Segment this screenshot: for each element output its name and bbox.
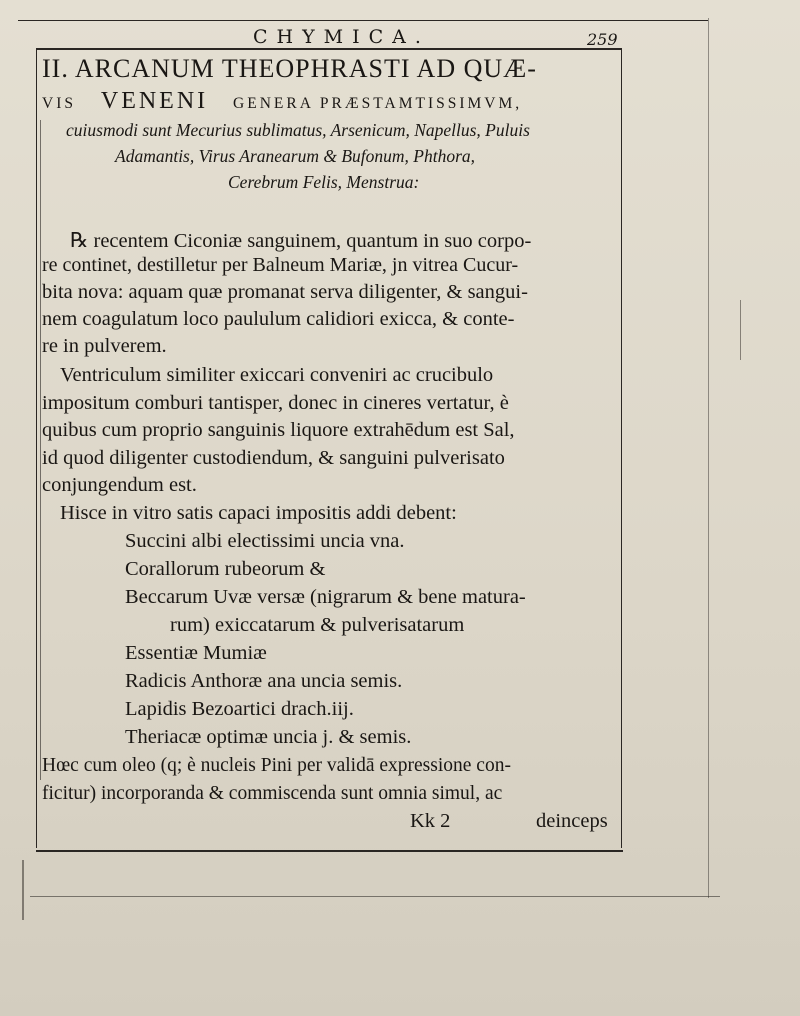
header-rule (36, 48, 622, 50)
body-line: Ventriculum similiter exiccari conveniri ac crucibulo (60, 364, 494, 386)
body-line: id quod diligenter custodiendum, & sanguini pulverisato (42, 447, 505, 469)
outer-right-rule (708, 18, 709, 898)
italic-subtitle-line-2: Adamantis, Virus Aranearum & Bufonum, Phthora, (115, 146, 476, 166)
body-line: Radicis Anthoræ ana uncia semis. (125, 670, 403, 692)
body-line: Hisce in vitro satis capaci impositis addi debent: (60, 502, 457, 524)
body-line: bita nova: aquam quæ promanat serva diligenter, & sangui- (42, 281, 528, 303)
title-word-veneni: VENENI (100, 88, 209, 114)
body-line: Hœc cum oleo (q; è nucleis Pini per validā expressione con- (42, 755, 511, 776)
inner-left-rule (40, 120, 41, 780)
page-number: 259 (587, 30, 618, 49)
body-line: Essentiæ Mumiæ (125, 642, 267, 664)
body-line: nem coagulatum loco paululum calidiori exicca, & conte- (42, 308, 515, 330)
body-line: Lapidis Bezoartici drach.iij. (125, 698, 354, 720)
margin-stain-mark (740, 300, 741, 360)
body-line: impositum comburi tantisper, donec in cineres vertatur, è (42, 392, 509, 414)
body-line: re in pulverem. (42, 335, 167, 357)
body-line: quibus cum proprio sanguinis liquore extrahēdum est Sal, (42, 419, 515, 441)
body-line: ficitur) incorporanda & commiscenda sunt omnia simul, ac (42, 783, 503, 804)
body-line: Theriacæ optimæ uncia j. & semis. (125, 726, 412, 748)
section-title-line-1: II. ARCANUM THEOPHRASTI AD QUÆ- (42, 54, 537, 83)
top-border-rule (18, 20, 708, 21)
title-word-genera: GENERA PRÆSTAMTISSIMVM, (233, 95, 523, 112)
bottom-outer-rule (30, 896, 720, 897)
body-line: re continet, destilletur per Balneum Mariæ, jn vitrea Cucur- (42, 254, 519, 276)
body-line: conjungendum est. (42, 474, 197, 496)
body-line: Corallorum rubeorum & (125, 558, 326, 580)
right-margin-rule (621, 48, 622, 848)
margin-stain-mark (22, 860, 24, 920)
body-line: Beccarum Uvæ versæ (nigrarum & bene matura- (125, 586, 526, 608)
italic-subtitle-line-3: Cerebrum Felis, Menstrua: (228, 172, 420, 192)
section-title-line-2 (42, 88, 522, 115)
catchword: deinceps (536, 810, 608, 832)
italic-subtitle-line-1: cuiusmodi sunt Mecurius sublimatus, Arsenicum, Napellus, Puluis (66, 120, 530, 140)
body-line: rum) exiccatarum & pulverisatarum (170, 614, 465, 636)
bottom-rule (36, 850, 623, 852)
body-line: ℞ recentem Ciconiæ sanguinem, quantum in suo corpo- (70, 230, 532, 252)
title-word-vis: VIS (42, 95, 76, 112)
left-margin-rule (36, 48, 37, 848)
signature-mark: Kk 2 (410, 810, 451, 832)
body-line: Succini albi electissimi uncia vna. (125, 530, 405, 552)
running-header-title: CHYMICA. (253, 26, 430, 48)
